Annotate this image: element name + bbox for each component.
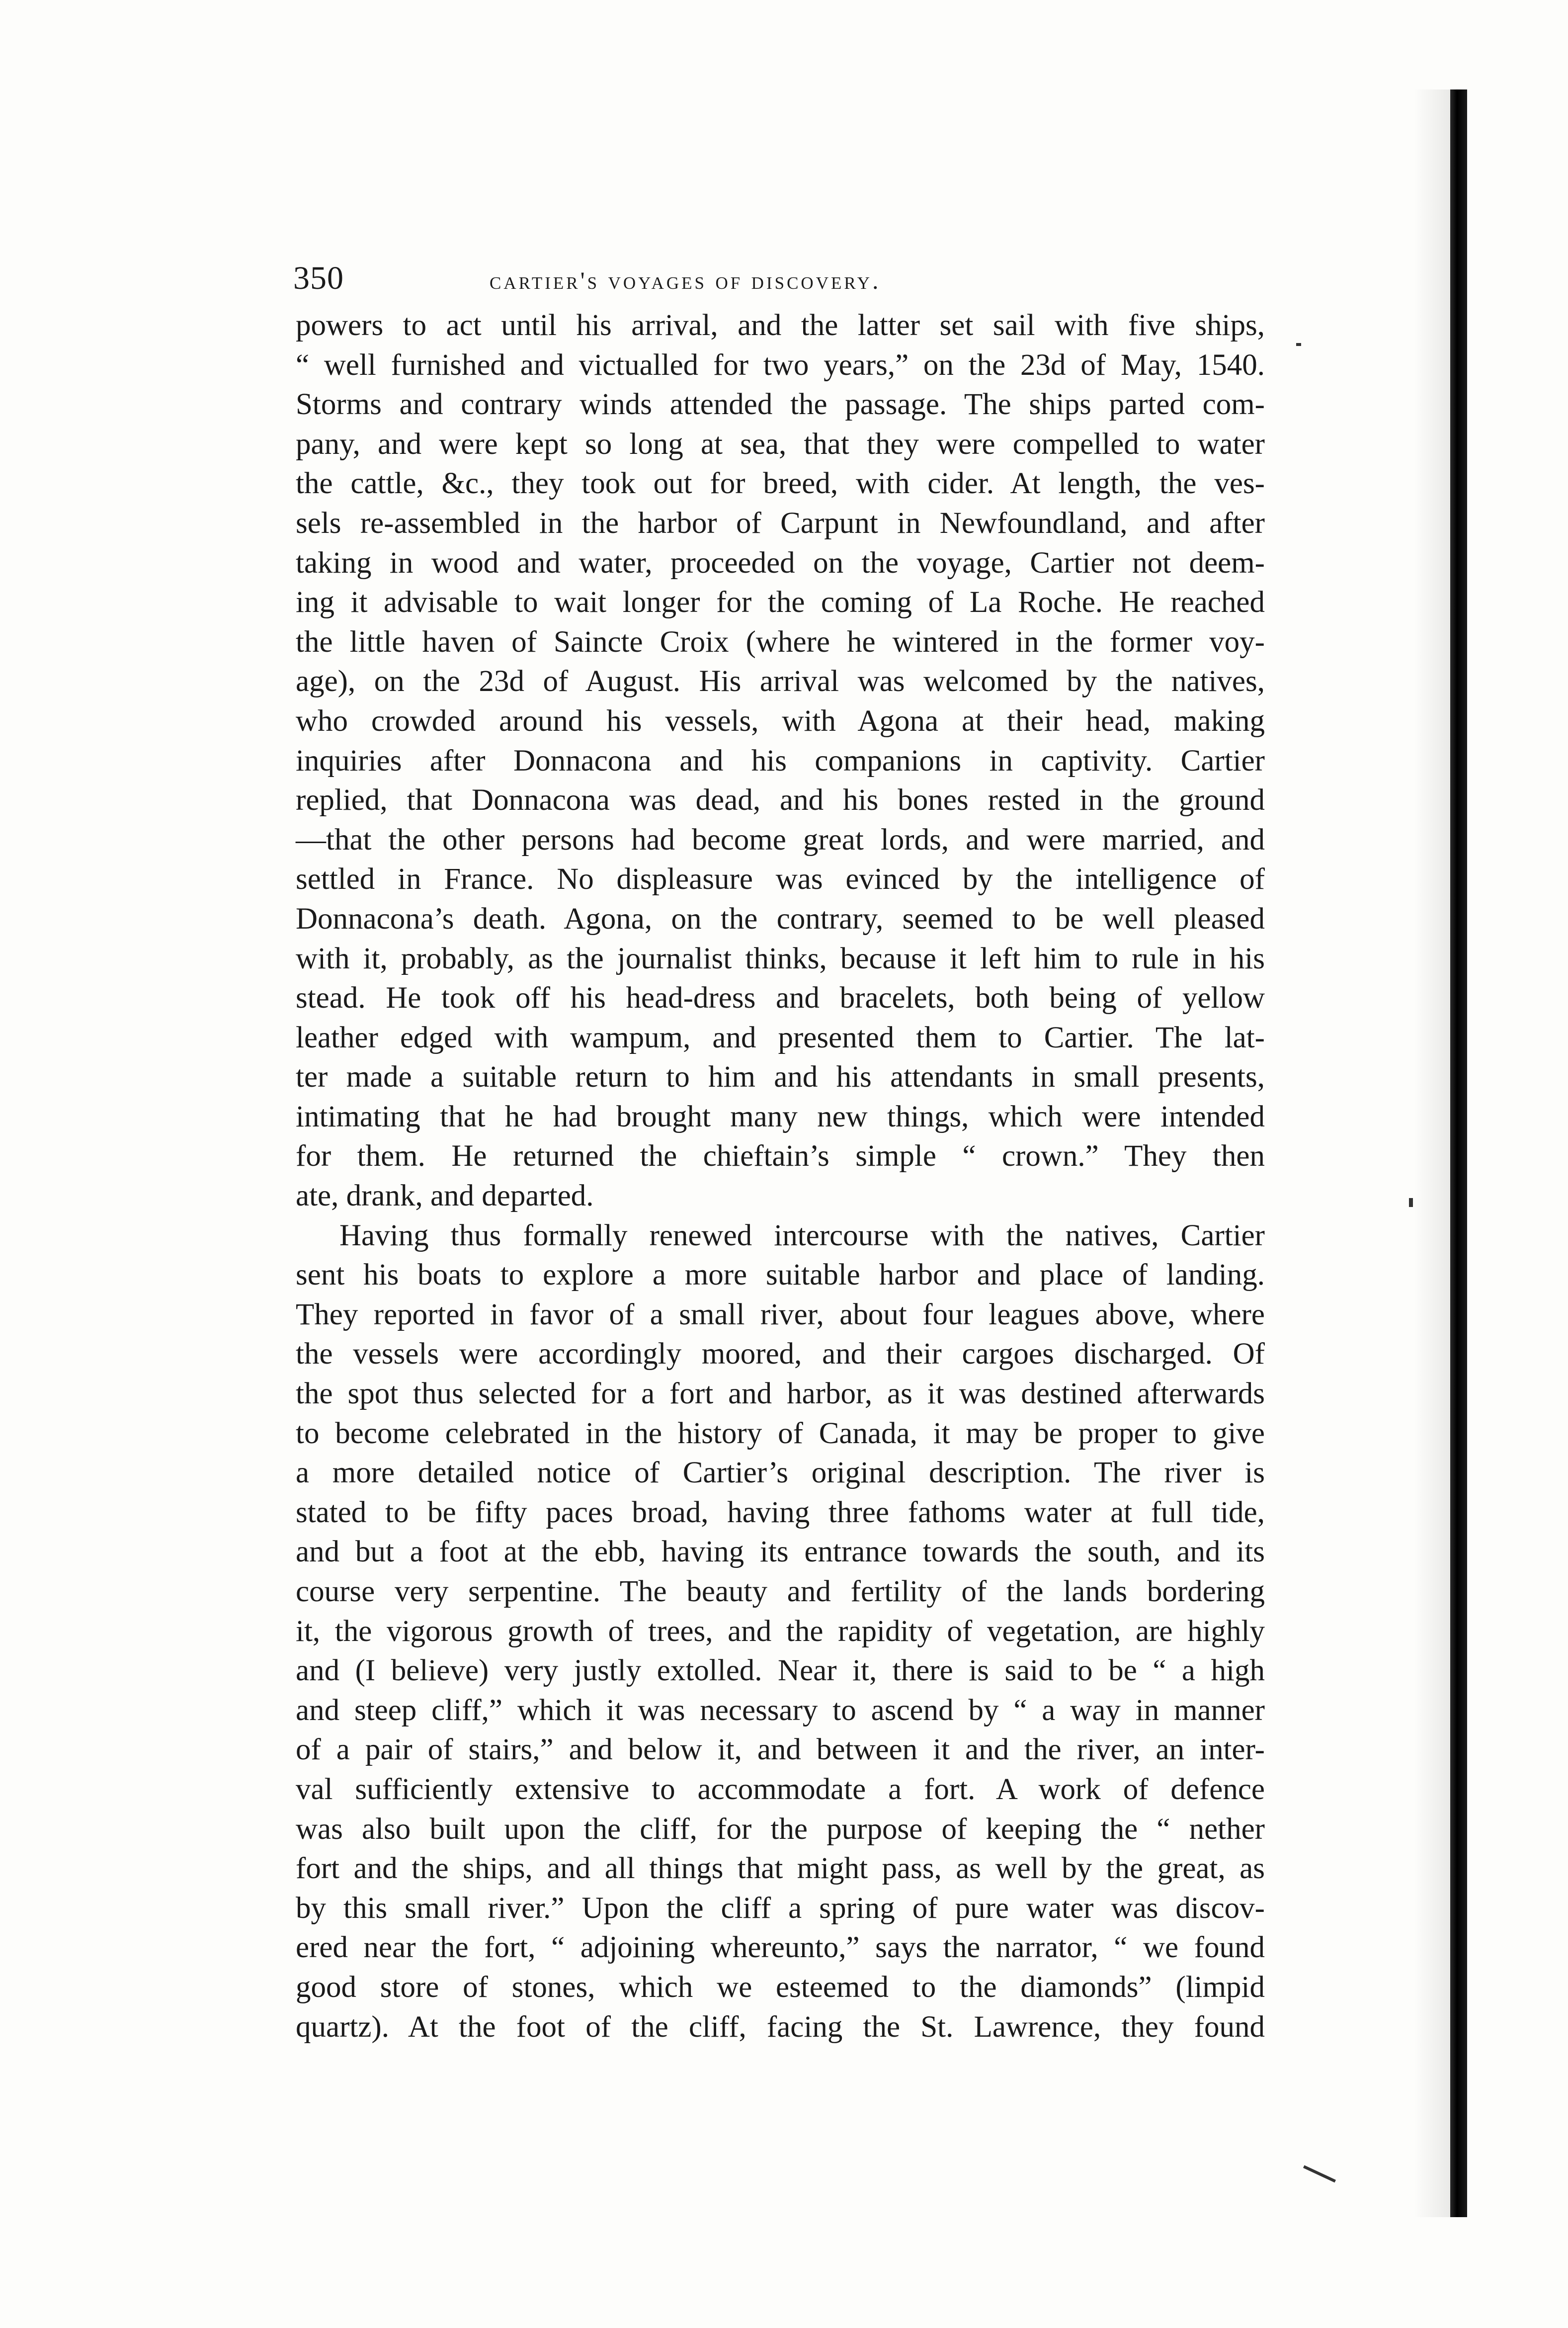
ink-speck — [1409, 1198, 1413, 1207]
text-line: the cattle, &c., they took out for breed, with cider. At length, the ves- — [296, 467, 1265, 501]
text-line: replied, that Donnacona was dead, and his bones rested in the ground — [296, 783, 1265, 817]
text-line: it, the vigorous growth of trees, and the rapidity of vegetation, are highly — [296, 1614, 1265, 1648]
text-line: stead. He took off his head-dress and bracelets, both being of yellow — [296, 981, 1265, 1015]
text-line: taking in wood and water, proceeded on the voyage, Cartier not deem- — [296, 546, 1265, 580]
text-line: age), on the 23d of August. His arrival was welcomed by the natives, — [296, 665, 1265, 698]
text-line: Donnacona’s death. Agona, on the contrary, seemed to be well pleased — [296, 902, 1265, 936]
text-line: and (I believe) very justly extolled. Near it, there is said to be “ a high — [296, 1654, 1265, 1688]
text-line: intimating that he had brought many new things, which were intended — [296, 1100, 1265, 1133]
text-line: the spot thus selected for a fort and harbor, as it was destined afterwards — [296, 1377, 1265, 1411]
text-line: for them. He returned the chieftain’s simple “ crown.” They then — [296, 1139, 1265, 1173]
text-line: to become celebrated in the history of Canada, it may be proper to give — [296, 1416, 1265, 1450]
text-line: quartz). At the foot of the cliff, facing the St. Lawrence, they found — [296, 2010, 1265, 2044]
text-line: pany, and were kept so long at sea, that they were compelled to water — [296, 427, 1265, 461]
text-line: by this small river.” Upon the cliff a spring of pure water was discov- — [296, 1891, 1265, 1925]
text-line: Storms and contrary winds attended the passage. The ships parted com- — [296, 388, 1265, 422]
paragraph-start-line: Having thus formally renewed intercourse with the natives, Cartier — [339, 1218, 1265, 1252]
binding-shadow — [1414, 89, 1450, 2217]
text-line: of a pair of stairs,” and below it, and between it and the river, an inter- — [296, 1733, 1265, 1767]
page-header — [293, 256, 1290, 301]
text-line: the little haven of Saincte Croix (where he wintered in the former voy- — [296, 625, 1265, 659]
paragraph-end-line: ate, drank, and departed. — [296, 1179, 594, 1213]
text-line: They reported in favor of a small river, about four leagues above, where — [296, 1297, 1265, 1331]
ink-speck — [1303, 2165, 1336, 2182]
text-line: who crowded around his vessels, with Agona at their head, making — [296, 704, 1265, 738]
page-binding-edge — [1450, 89, 1467, 2217]
text-line: and steep cliff,” which it was necessary to ascend by “ a way in manner — [296, 1693, 1265, 1727]
text-line: stated to be fifty paces broad, having three fathoms water at full tide, — [296, 1495, 1265, 1529]
body-text — [296, 306, 1265, 2047]
text-line: sent his boats to explore a more suitable harbor and place of landing. — [296, 1258, 1265, 1292]
ink-speck — [1296, 343, 1301, 346]
text-line: course very serpentine. The beauty and fertility of the lands bordering — [296, 1575, 1265, 1608]
text-line: ter made a suitable return to him and his attendants in small presents, — [296, 1060, 1265, 1094]
text-line: and but a foot at the ebb, having its entrance towards the south, and its — [296, 1535, 1265, 1569]
text-line: ered near the fort, “ adjoining whereunto,” says the narrator, “ we found — [296, 1931, 1265, 1965]
text-line: a more detailed notice of Cartier’s original description. The river is — [296, 1456, 1265, 1490]
text-line: val sufficiently extensive to accommodate a fort. A work of defence — [296, 1772, 1265, 1806]
running-head: cartier's voyages of discovery. — [490, 266, 881, 294]
text-line: good store of stones, which we esteemed to the diamonds” (limpid — [296, 1970, 1265, 2004]
text-line: the vessels were accordingly moored, and their cargoes discharged. Of — [296, 1337, 1265, 1371]
text-line: settled in France. No displeasure was evinced by the intelligence of — [296, 862, 1265, 896]
text-line: inquiries after Donnacona and his companions in captivity. Cartier — [296, 744, 1265, 777]
page-number: 350 — [293, 260, 344, 296]
text-line: ing it advisable to wait longer for the coming of La Roche. He reached — [296, 586, 1265, 619]
text-line: sels re-assembled in the harbor of Carpunt in Newfoundland, and after — [296, 506, 1265, 540]
text-line: “ well furnished and victualled for two years,” on the 23d of May, 1540. — [296, 348, 1265, 382]
text-line: fort and the ships, and all things that might pass, as well by the great, as — [296, 1852, 1265, 1886]
text-line: —that the other persons had become great lords, and were married, and — [296, 823, 1265, 857]
text-line: with it, probably, as the journalist thinks, because it left him to rule in his — [296, 942, 1265, 975]
text-line: leather edged with wampum, and presented them to Cartier. The lat- — [296, 1021, 1265, 1054]
text-line: was also built upon the cliff, for the purpose of keeping the “ nether — [296, 1812, 1265, 1846]
text-line: powers to act until his arrival, and the latter set sail with five ships, — [296, 309, 1265, 342]
